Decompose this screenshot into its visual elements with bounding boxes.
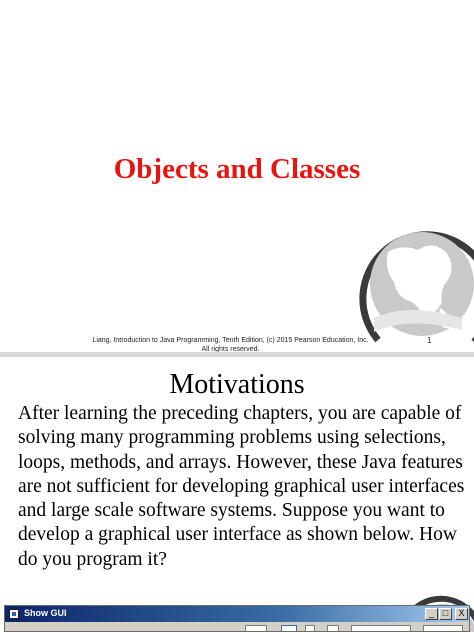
show-gui-window <box>4 605 470 632</box>
close-button[interactable]: X <box>455 608 468 620</box>
window-content <box>5 622 469 632</box>
window-titlebar <box>5 606 469 622</box>
app-icon <box>9 609 19 619</box>
gui-control[interactable] <box>351 625 411 632</box>
window-title: Show GUI <box>24 608 67 618</box>
maximize-button[interactable]: □ <box>439 608 452 620</box>
slide-title: Motivations <box>169 369 305 400</box>
slide-body-text: After learning the preceding chapters, you are capable of solving many programming problems using selections, loops, methods, and arrays. However, these Java features are not sufficient for developing graphical user interfaces and large scale software systems. Suppose you want to develop a graphical user interface as shown below. How do you program it? <box>18 403 465 570</box>
slide-title: Objects and Classes <box>113 153 361 185</box>
slide-motivations <box>0 357 474 632</box>
page-number: 1 <box>427 336 432 345</box>
gui-control[interactable] <box>327 625 339 632</box>
slide-footer: Liang, Introduction to Java Programming, Tenth Edition, (c) 2015 Pearson Education, Inc. All rights reserved. <box>92 337 369 352</box>
globe-icon <box>358 222 474 352</box>
gui-control[interactable] <box>305 625 315 632</box>
gui-control[interactable] <box>423 625 463 632</box>
gui-control[interactable] <box>245 625 267 632</box>
minimize-button[interactable]: _ <box>425 608 438 620</box>
gui-control[interactable] <box>281 625 297 632</box>
